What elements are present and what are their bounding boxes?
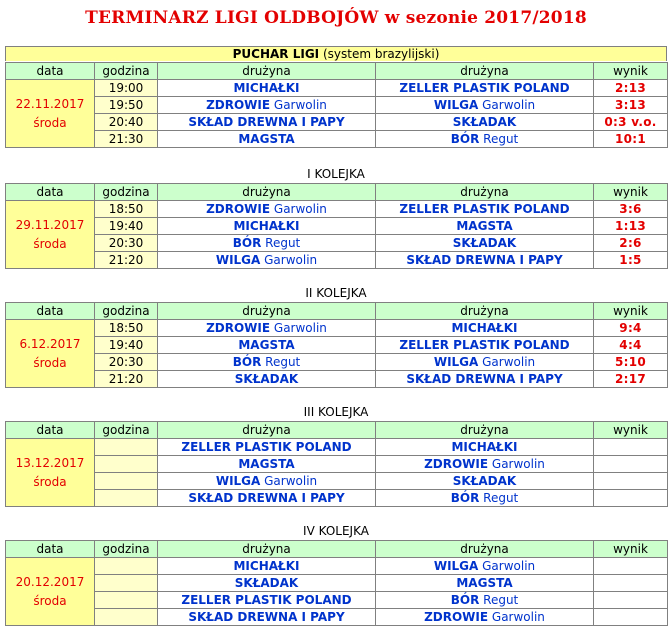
header-team-2: drużyna [376,303,594,320]
away-team [376,201,594,218]
match-time: 18:50 [95,320,158,337]
header-team-1: drużyna [158,541,376,558]
team-name: SKŁADAK [452,474,517,488]
weekday: środa [33,115,67,130]
home-team [158,114,376,131]
match-time: 21:20 [95,252,158,269]
team-name: SKŁAD DREWNA I PAPY [188,491,345,505]
header-result: wynik [594,184,668,201]
team-name: ZELLER PLASTIK POLAND [399,81,570,95]
schedule-section [5,524,667,626]
away-team [376,252,594,269]
home-team [158,337,376,354]
team-name: ZDROWIE [206,98,271,112]
home-team [158,592,376,609]
table-row [6,337,668,354]
team-city: Garwolin [478,559,536,573]
match-time [95,456,158,473]
team-name: MAGSTA [238,338,295,352]
header-team-2: drużyna [376,541,594,558]
match-time: 21:20 [95,371,158,388]
match-result: 0:3 v.o. [594,114,668,131]
table-row [6,114,668,131]
home-team [158,490,376,507]
table-row [6,235,668,252]
section-title: II KOLEJKA [305,286,367,300]
header-date: data [6,184,95,201]
match-time [95,490,158,507]
team-city: Garwolin [270,202,327,216]
match-result [594,473,668,490]
header-team-2: drużyna [376,422,594,439]
weekday: środa [33,236,67,251]
table-row [6,456,668,473]
away-team [376,337,594,354]
team-city: Garwolin [478,355,536,369]
header-team-1: drużyna [158,422,376,439]
header-team-1: drużyna [158,63,376,80]
section-title: III KOLEJKA [303,405,369,419]
match-time: 20:30 [95,235,158,252]
table-row [6,490,668,507]
away-team [376,456,594,473]
date-value: 29.11.2017 [15,217,85,232]
match-time: 20:40 [95,114,158,131]
match-result: 3:13 [594,97,668,114]
header-time: godzina [95,184,158,201]
away-team [376,575,594,592]
match-time: 19:40 [95,337,158,354]
home-team [158,439,376,456]
away-team [376,592,594,609]
team-name: ZELLER PLASTIK POLAND [399,202,570,216]
header-time: godzina [95,541,158,558]
team-name: MAGSTA [456,576,513,590]
match-date [6,558,95,626]
header-time: godzina [95,303,158,320]
header-row [6,184,668,201]
team-name: SKŁAD DREWNA I PAPY [188,610,345,624]
match-time: 19:00 [95,80,158,97]
home-team [158,235,376,252]
table-row [6,131,668,148]
team-name: MAGSTA [456,219,513,233]
match-result: 1:13 [594,218,668,235]
header-date: data [6,422,95,439]
match-result [594,490,668,507]
schedule-table [5,540,668,626]
team-name: SKŁAD DREWNA I PAPY [406,253,563,267]
team-name: MICHAŁKI [233,559,300,573]
away-team [376,473,594,490]
header-date: data [6,63,95,80]
schedule-section [5,405,667,507]
team-name: MAGSTA [238,132,295,146]
table-row [6,80,668,97]
team-name: MICHAŁKI [233,81,300,95]
away-team [376,80,594,97]
match-date [6,80,95,148]
schedule-section [5,167,667,269]
away-team [376,97,594,114]
table-row [6,592,668,609]
match-date [6,320,95,388]
header-result: wynik [594,303,668,320]
date-value: 6.12.2017 [19,336,81,351]
table-row [6,558,668,575]
schedule-table [5,183,668,269]
table-row [6,473,668,490]
team-name: ZDROWIE [424,610,489,624]
team-name: ZELLER PLASTIK POLAND [399,338,570,352]
schedule-section [5,46,667,148]
team-city: Garwolin [478,98,536,112]
team-name: SKŁADAK [452,236,517,250]
section-title-bold: PUCHAR LIGI [232,47,320,61]
team-name: WILGA [433,355,479,369]
match-time [95,575,158,592]
page-title: TERMINARZ LIGI OLDBOJÓW w sezonie 2017/2018 [85,8,587,28]
header-team-1: drużyna [158,303,376,320]
match-time: 19:40 [95,218,158,235]
team-city: Garwolin [260,474,318,488]
match-result [594,592,668,609]
table-row [6,252,668,269]
table-row [6,97,668,114]
match-result: 2:6 [594,235,668,252]
header-date: data [6,303,95,320]
team-name: SKŁADAK [234,576,299,590]
section-title: IV KOLEJKA [303,524,369,538]
section-title [5,46,667,61]
match-result: 2:13 [594,80,668,97]
team-city: Garwolin [488,610,545,624]
table-row [6,320,668,337]
away-team [376,114,594,131]
match-time: 18:50 [95,201,158,218]
team-city: Regut [479,593,519,607]
header-row [6,303,668,320]
match-result [594,558,668,575]
match-result: 9:4 [594,320,668,337]
away-team [376,558,594,575]
team-city: Regut [261,236,301,250]
team-city: Garwolin [270,321,327,335]
home-team [158,131,376,148]
header-row [6,541,668,558]
match-result: 3:6 [594,201,668,218]
match-date [6,439,95,507]
team-name: BÓR [232,236,262,250]
away-team [376,131,594,148]
away-team [376,354,594,371]
team-name: ZELLER PLASTIK POLAND [181,440,352,454]
table-row [6,575,668,592]
team-name: MICHAŁKI [451,321,518,335]
team-name: SKŁADAK [234,372,299,386]
match-result: 1:5 [594,252,668,269]
schedule-section [5,286,667,388]
home-team [158,456,376,473]
table-row [6,354,668,371]
home-team [158,218,376,235]
team-name: MICHAŁKI [451,440,518,454]
match-time [95,473,158,490]
home-team [158,252,376,269]
team-city: Garwolin [260,253,318,267]
match-result: 4:4 [594,337,668,354]
schedule-table [5,62,668,148]
header-result: wynik [594,541,668,558]
match-result [594,439,668,456]
home-team [158,80,376,97]
match-result: 5:10 [594,354,668,371]
table-row [6,609,668,626]
away-team [376,609,594,626]
date-value: 22.11.2017 [15,96,85,111]
match-date [6,201,95,269]
away-team [376,439,594,456]
table-row [6,218,668,235]
team-name: ZDROWIE [206,202,271,216]
section-title-note: (system brazylijski) [319,47,440,61]
header-time: godzina [95,422,158,439]
match-time [95,609,158,626]
team-name: BÓR [450,593,480,607]
match-time: 21:30 [95,131,158,148]
table-row [6,201,668,218]
match-result: 2:17 [594,371,668,388]
away-team [376,218,594,235]
team-name: BÓR [450,132,480,146]
match-result [594,575,668,592]
team-name: WILGA [215,253,261,267]
team-name: WILGA [433,559,479,573]
team-city: Garwolin [488,457,545,471]
section-title: I KOLEJKA [307,167,365,181]
header-team-2: drużyna [376,63,594,80]
schedule-table [5,302,668,388]
header-team-2: drużyna [376,184,594,201]
home-team [158,354,376,371]
team-name: ZELLER PLASTIK POLAND [181,593,352,607]
table-row [6,371,668,388]
match-time [95,592,158,609]
header-result: wynik [594,422,668,439]
team-name: ZDROWIE [206,321,271,335]
team-city: Garwolin [270,98,327,112]
match-result: 10:1 [594,131,668,148]
team-name: WILGA [433,98,479,112]
team-city: Regut [479,132,519,146]
match-result [594,609,668,626]
home-team [158,575,376,592]
home-team [158,473,376,490]
weekday: środa [33,355,67,370]
header-result: wynik [594,63,668,80]
team-city: Regut [479,491,519,505]
away-team [376,490,594,507]
team-name: MICHAŁKI [233,219,300,233]
date-value: 13.12.2017 [15,455,85,470]
match-time: 20:30 [95,354,158,371]
team-name: SKŁAD DREWNA I PAPY [406,372,563,386]
header-date: data [6,541,95,558]
header-row [6,63,668,80]
home-team [158,558,376,575]
home-team [158,320,376,337]
header-team-1: drużyna [158,184,376,201]
team-name: BÓR [450,491,480,505]
team-name: ZDROWIE [424,457,489,471]
away-team [376,320,594,337]
team-name: SKŁADAK [452,115,517,129]
team-name: SKŁAD DREWNA I PAPY [188,115,345,129]
away-team [376,371,594,388]
home-team [158,371,376,388]
away-team [376,235,594,252]
team-city: Regut [261,355,301,369]
team-name: WILGA [215,474,261,488]
home-team [158,609,376,626]
match-time [95,558,158,575]
team-name: MAGSTA [238,457,295,471]
table-row [6,439,668,456]
team-name: BÓR [232,355,262,369]
weekday: środa [33,474,67,489]
schedule-table [5,421,668,507]
match-time: 19:50 [95,97,158,114]
match-result [594,456,668,473]
weekday: środa [33,593,67,608]
header-time: godzina [95,63,158,80]
home-team [158,97,376,114]
match-time [95,439,158,456]
header-row [6,422,668,439]
home-team [158,201,376,218]
date-value: 20.12.2017 [15,574,85,589]
